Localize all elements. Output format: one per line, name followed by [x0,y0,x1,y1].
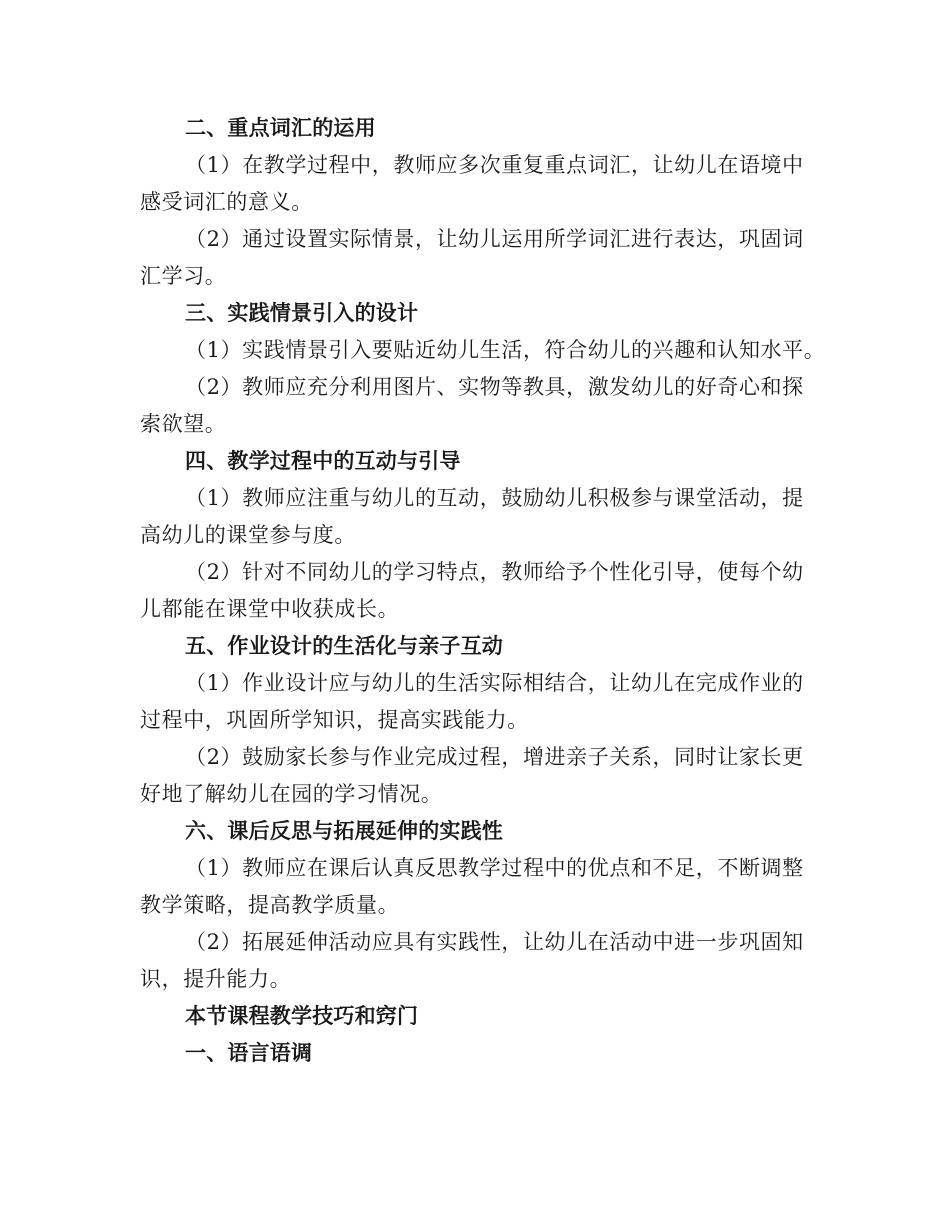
paragraph-line: （1）教师应注重与幼儿的互动，鼓励幼儿积极参与课堂活动，提 [185,486,804,510]
section-heading: 三、实践情景引入的设计 [185,300,419,325]
paragraph-line: 好地了解幼儿在园的学习情况。 [140,782,443,806]
paragraph-line: （2）教师应充分利用图片、实物等教具，激发幼儿的好奇心和探 [185,375,804,399]
section-heading: 一、语言语调 [185,1040,313,1065]
paragraph-line: （2）拓展延伸活动应具有实践性，让幼儿在活动中进一步巩固知 [185,930,804,954]
paragraph-line: （1）作业设计应与幼儿的生活实际相结合，让幼儿在完成作业的 [185,671,804,695]
section-heading: 二、重点词汇的运用 [185,115,376,140]
paragraph-line: （1）在教学过程中，教师应多次重复重点词汇，让幼儿在语境中 [185,153,804,177]
section-heading: 四、教学过程中的互动与引导 [185,448,461,473]
paragraph-line: （2）鼓励家长参与作业完成过程，增进亲子关系，同时让家长更 [185,745,804,769]
paragraph-line: （2）针对不同幼儿的学习特点，教师给予个性化引导，使每个幼 [185,560,804,584]
paragraph-line: 高幼儿的课堂参与度。 [140,523,356,547]
section-heading: 五、作业设计的生活化与亲子互动 [185,633,503,658]
paragraph-line: （1）实践情景引入要贴近幼儿生活，符合幼儿的兴趣和认知水平。 [185,338,826,362]
paragraph-line: 过程中，巩固所学知识，提高实践能力。 [140,708,529,732]
paragraph-line: 识，提升能力。 [140,967,292,991]
paragraph-line: （1）教师应在课后认真反思教学过程中的优点和不足，不断调整 [185,856,804,880]
section-heading: 本节课程教学技巧和窍门 [185,1003,419,1028]
paragraph-line: 汇学习。 [140,264,227,288]
paragraph-line: 索欲望。 [140,412,227,436]
paragraph-line: 教学策略，提高教学质量。 [140,893,400,917]
paragraph-line: （2）通过设置实际情景，让幼儿运用所学词汇进行表达，巩固词 [185,227,804,251]
paragraph-line: 儿都能在课堂中收获成长。 [140,597,400,621]
paragraph-line: 感受词汇的意义。 [140,190,313,214]
section-heading: 六、课后反思与拓展延伸的实践性 [185,818,503,843]
